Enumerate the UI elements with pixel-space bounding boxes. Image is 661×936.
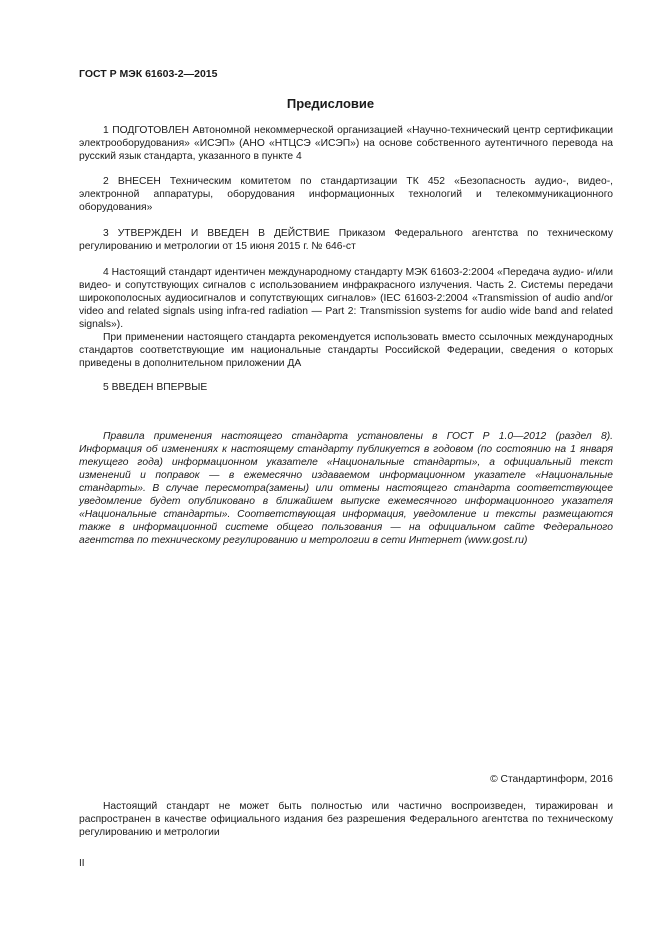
- paragraph-identical: 4 Настоящий стандарт идентичен международному стандарту МЭК 61603-2:2004 «Передача аудио- и/или видео- и сопутствующих сигналов с использованием инфракрасного излучения. Часть 2. Системы передачи широкополосных аудиосигналов и сопутствующих сигналов» (IEC 61603-2:2004 «Transmission of audio and/or video and related signals using infra-red radiation — Part 2: Transmission systems for audio wide band and related signals»).: [79, 267, 613, 330]
- notice-block: Правила применения настоящего стандарта установлены в ГОСТ Р 1.0—2012 (раздел 8). Информация об изменениях к настоящему стандарту публикуется в годовом (по состоянию на 1 января текущего года) информационном указателе «Национальные стандарты», а официальный текст изменений и поправок — в ежемесячно издаваемом информационном указателе «Национальные стандарты». В случае пересмотра(замены) или отмены настоящего стандарта соответствующее уведомление будет опубликовано в ближайшем выпуске ежемесячного информационного указателя «Национальные стандарты». Соответствующая информация, уведомление и тексты размещаются также в информационной системе общего пользования — на официальном сайте Федерального агентства по техническому регулированию и метрологии в сети Интернет (www.gost.ru): [79, 431, 613, 546]
- document-header: ГОСТ Р МЭК 61603-2—2015: [79, 68, 218, 80]
- copyright-line: © Стандартинформ, 2016: [490, 774, 613, 785]
- paragraph-introduced: 2 ВНЕСЕН Техническим комитетом по стандартизации ТК 452 «Безопасность аудио-, видео-, электронной аппаратуры, оборудования информационных технологий и телекоммуникационного оборудования»: [79, 176, 613, 213]
- paragraph-approved: 3 УТВЕРЖДЕН И ВВЕДЕН В ДЕЙСТВИЕ Приказом Федерального агентства по техническому регулированию и метрологии от 15 июня 2015 г. № 646-ст: [79, 228, 613, 252]
- paragraph-references: При применении настоящего стандарта рекомендуется использовать вместо ссылочных международных стандартов соответствующие им национальные стандарты Российской Федерации, сведения о которых приведены в дополнительном приложении ДА: [79, 332, 613, 369]
- footer-text: Настоящий стандарт не может быть полностью или частично воспроизведен, тиражирован и распространен в качестве официального издания без разрешения Федерального агентства по техническому регулированию и метрологии: [79, 801, 613, 838]
- page-title: Предисловие: [286, 96, 375, 111]
- page-number: II: [79, 858, 85, 869]
- paragraph-prepared: 1 ПОДГОТОВЛЕН Автономной некоммерческой организацией «Научно-технический центр сертификации электрооборудования» «ИСЭП» (АНО «НТЦСЭ «ИСЭП») на основе собственного аутентичного перевода на русский язык стандарта, указанного в пункте 4: [79, 125, 613, 162]
- paragraph-first-introduced: 5 ВВЕДЕН ВПЕРВЫЕ: [103, 382, 208, 393]
